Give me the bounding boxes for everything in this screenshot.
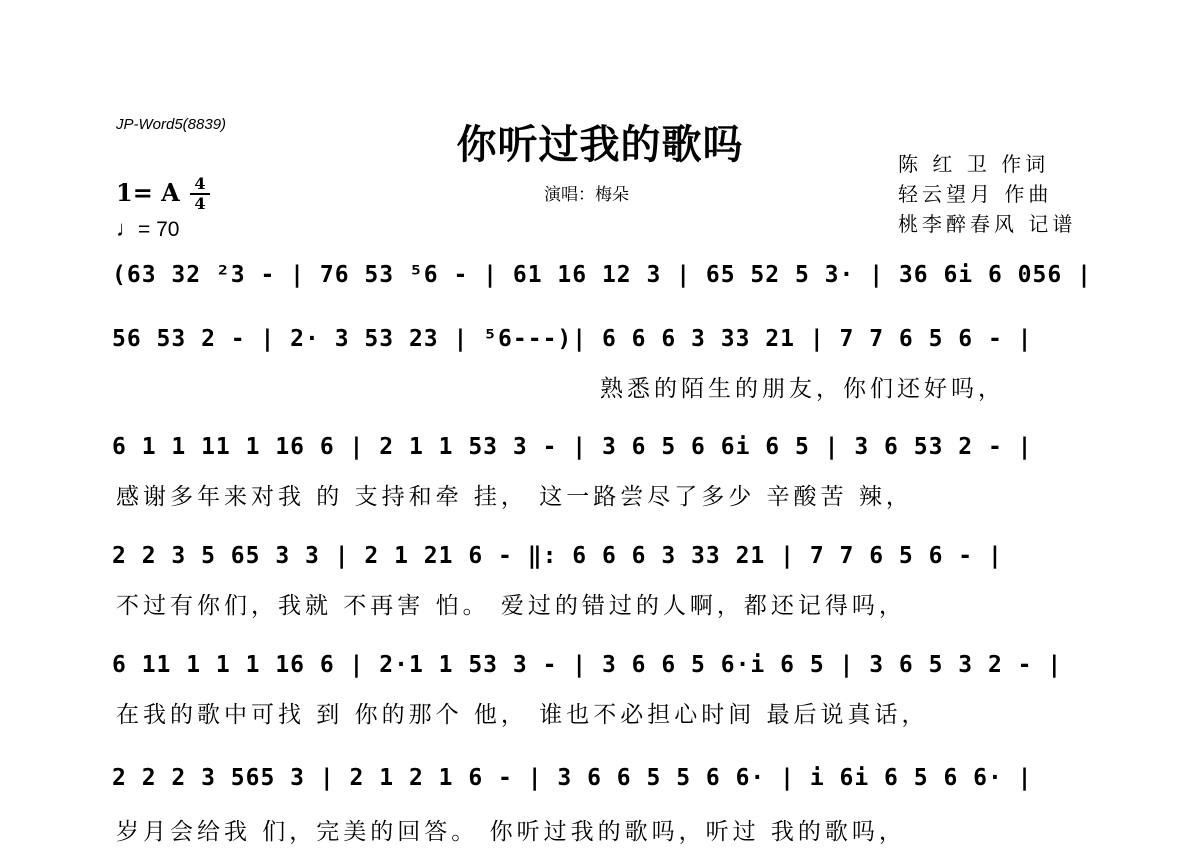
tempo-marking xyxy=(116,216,179,242)
time-signature-bottom: 4 xyxy=(194,194,206,213)
score-line-5: 6 11 1 1 1 16 6 | 2·1 1 53 3 - | 3 6 6 5 6·i 6 5 | 3 6 5 3 2 - | xyxy=(112,652,1063,678)
score-line-2: 56 53 2 - | 2· 3 53 23 | ⁵6---)| 6 6 6 3 33 21 | 7 7 6 5 6 - | xyxy=(112,326,1033,352)
quarter-note-icon: ♩ xyxy=(116,216,138,241)
transcriber-credit: 桃李醉春风 记谱 xyxy=(898,212,1077,236)
time-signature xyxy=(190,176,210,212)
key-signature: 1= A xyxy=(116,178,180,207)
lyric-line-1: 熟悉的陌生的朋友，你们还好吗， xyxy=(600,376,1005,402)
score-line-4: 2 2 3 5 65 3 3 | 2 1 21 6 - ‖: 6 6 6 3 33 21 | 7 7 6 5 6 - | xyxy=(112,543,1003,569)
song-title: 你听过我的歌吗 xyxy=(456,121,744,168)
software-label: JP-Word5(8839) xyxy=(116,116,227,133)
lyricist-credit: 陈 红 卫 作词 xyxy=(898,152,1050,176)
lyric-line-2: 感谢多年来对我 的 支持和牵 挂， 这一路尝尽了多少 辛酸苦 辣， xyxy=(116,484,913,510)
lyric-line-5: 岁月会给我 们，完美的回答。 你听过我的歌吗，听过 我的歌吗， xyxy=(116,819,906,845)
singer-label: 演唱：梅朵 xyxy=(544,185,629,205)
score-line-1: (63 32 ²3 - | 76 53 ⁵6 - | 61 16 12 3 | 65 52 5 3· | 36 6i 6 056 | xyxy=(112,262,1092,288)
score-line-3: 6 1 1 11 1 16 6 | 2 1 1 53 3 - | 3 6 5 6 6i 6 5 | 3 6 53 2 - | xyxy=(112,434,1033,460)
tempo-value: = 70 xyxy=(138,218,180,241)
composer-credit: 轻云望月 作曲 xyxy=(898,182,1053,206)
score-line-6: 2 2 2 3 565 3 | 2 1 2 1 6 - | 3 6 6 5 5 6 6· | i 6i 6 5 6 6· | xyxy=(112,765,1033,791)
lyric-line-3: 不过有你们，我就 不再害 怕。 爱过的错过的人啊，都还记得吗， xyxy=(116,593,906,619)
time-signature-top: 4 xyxy=(194,174,206,193)
lyric-line-4: 在我的歌中可找 到 你的那个 他， 谁也不必担心时间 最后说真话， xyxy=(116,702,929,728)
